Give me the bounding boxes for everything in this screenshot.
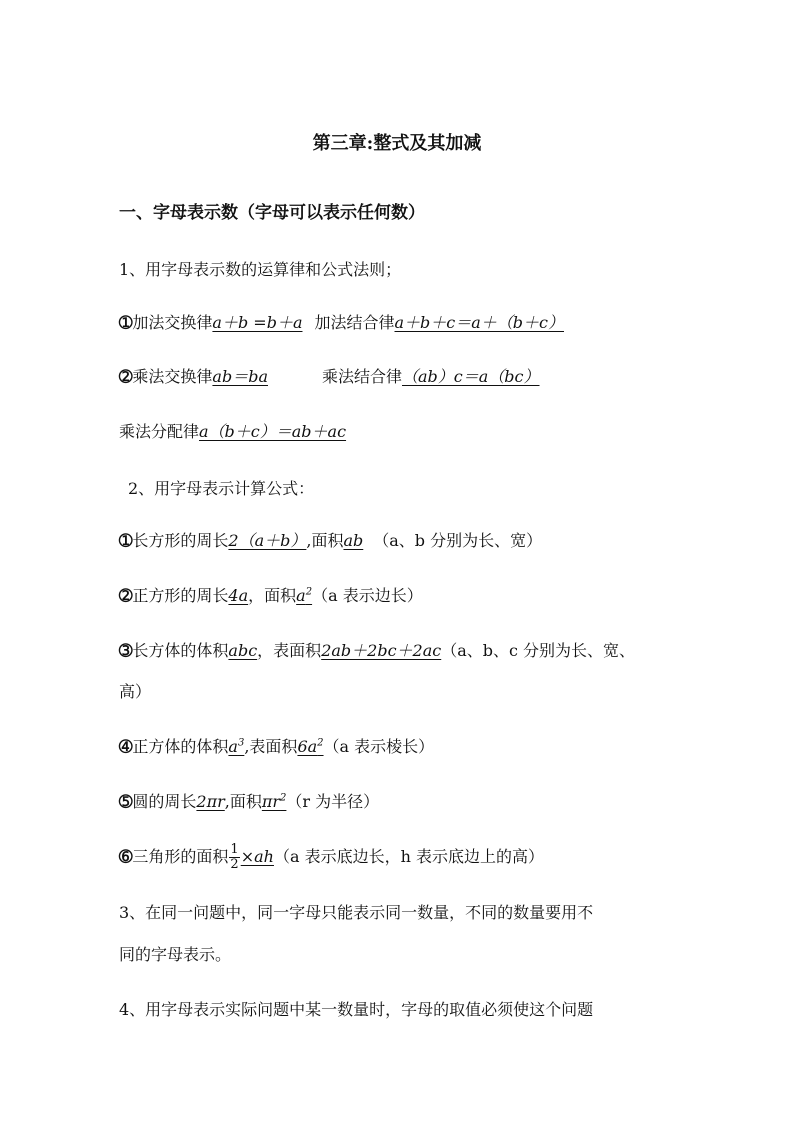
text: （a 表示底边长，h 表示底边上的高） — [273, 847, 544, 866]
expr-triangle-area: ×ah — [240, 847, 274, 866]
circled-number-2: ➁ — [119, 586, 133, 605]
expr-cube-volume: $a^3$ — [228, 737, 245, 756]
item-4: 4、用字母表示实际问题中某一数量时，字母的取值必须使这个问题 — [119, 1000, 594, 1019]
text: ，面积 — [248, 586, 297, 605]
circled-number-2: ➁ — [119, 367, 133, 386]
expr-distributive: a（b＋c）＝ab＋ac — [199, 422, 347, 441]
formula-4 — [119, 735, 434, 759]
label-add-associative: 加法结合律 — [314, 313, 395, 332]
text: （a、b、c 分别为长、宽、 — [441, 641, 636, 660]
item-2: 2、用字母表示计算公式： — [128, 479, 315, 498]
expr-rect-area: ab — [343, 531, 364, 550]
expr-add-associative: a＋b＋c＝a＋（b＋c） — [394, 313, 564, 332]
circled-number-5: ➄ — [119, 792, 133, 811]
label-mul-commutative: 乘法交换律 — [132, 367, 213, 386]
text: （a 表示棱长） — [323, 737, 435, 756]
circled-number-1: ➀ — [119, 531, 133, 550]
circled-number-6: ➅ — [119, 847, 133, 866]
law-line-2 — [119, 365, 566, 389]
text: 长方形的周长 — [132, 531, 229, 550]
text: 正方体的体积 — [132, 737, 229, 756]
item-3: 3、在同一问题中，同一字母只能表示同一数量，不同的数量要用不 — [119, 903, 594, 922]
page-title: 第三章:整式及其加减 — [312, 133, 482, 154]
text: 长方体的体积 — [132, 641, 229, 660]
expr-rect-perimeter: 2（a＋b） — [228, 531, 307, 550]
text: ,表面积 — [244, 737, 298, 756]
law-line-1 — [119, 311, 574, 335]
expr-add-commutative: a＋b =b＋a — [212, 313, 303, 332]
text: （r 为半径） — [286, 792, 380, 811]
expr-cuboid-surface: 2ab＋2bc＋2ac — [321, 641, 442, 660]
expr-circle-circumference: 2πr — [196, 792, 225, 811]
text: ,面积 — [306, 531, 344, 550]
formula-1 — [119, 529, 542, 553]
expr-cube-surface: $6a^2$ — [297, 737, 324, 756]
section-heading: 一、字母表示数（字母可以表示任何数） — [119, 203, 425, 223]
expr-cuboid-volume: abc — [228, 641, 258, 660]
law-line-3 — [119, 420, 346, 444]
circled-number-4: ➃ — [119, 737, 133, 756]
text: （a、b 分别为长、宽） — [373, 531, 543, 550]
expr-mul-associative: （ab）c＝a（bc） — [402, 367, 540, 386]
text: ,面积 — [224, 792, 262, 811]
expr-square-area: $a^2$ — [296, 586, 313, 605]
expr-circle-area: $\pi r^2$ — [261, 792, 287, 811]
circled-number-1: ➀ — [119, 313, 133, 332]
formula-6 — [119, 843, 544, 872]
formula-5 — [119, 790, 379, 814]
item-1: 1、用字母表示数的运算律和公式法则； — [119, 260, 402, 279]
text: （a 表示边长） — [312, 586, 423, 605]
label-distributive: 乘法分配律 — [119, 422, 200, 441]
circled-number-3: ➂ — [119, 641, 133, 660]
label-mul-associative: 乘法结合律 — [322, 367, 403, 386]
text: ，表面积 — [257, 641, 322, 660]
label-add-commutative: 加法交换律 — [132, 313, 213, 332]
expr-mul-commutative: ab＝ba — [212, 367, 268, 386]
formula-2 — [119, 584, 423, 608]
text: 三角形的面积 — [132, 847, 229, 866]
text: 正方形的周长 — [132, 586, 229, 605]
text: 圆的周长 — [132, 792, 197, 811]
fraction-one-half: $\frac{1}{2}$ — [230, 842, 239, 872]
expr-square-perimeter: 4a — [228, 586, 249, 605]
item-3-continued: 同的字母表示。 — [119, 945, 232, 964]
formula-3 — [119, 639, 635, 663]
formula-3-continued: 高） — [119, 682, 152, 701]
